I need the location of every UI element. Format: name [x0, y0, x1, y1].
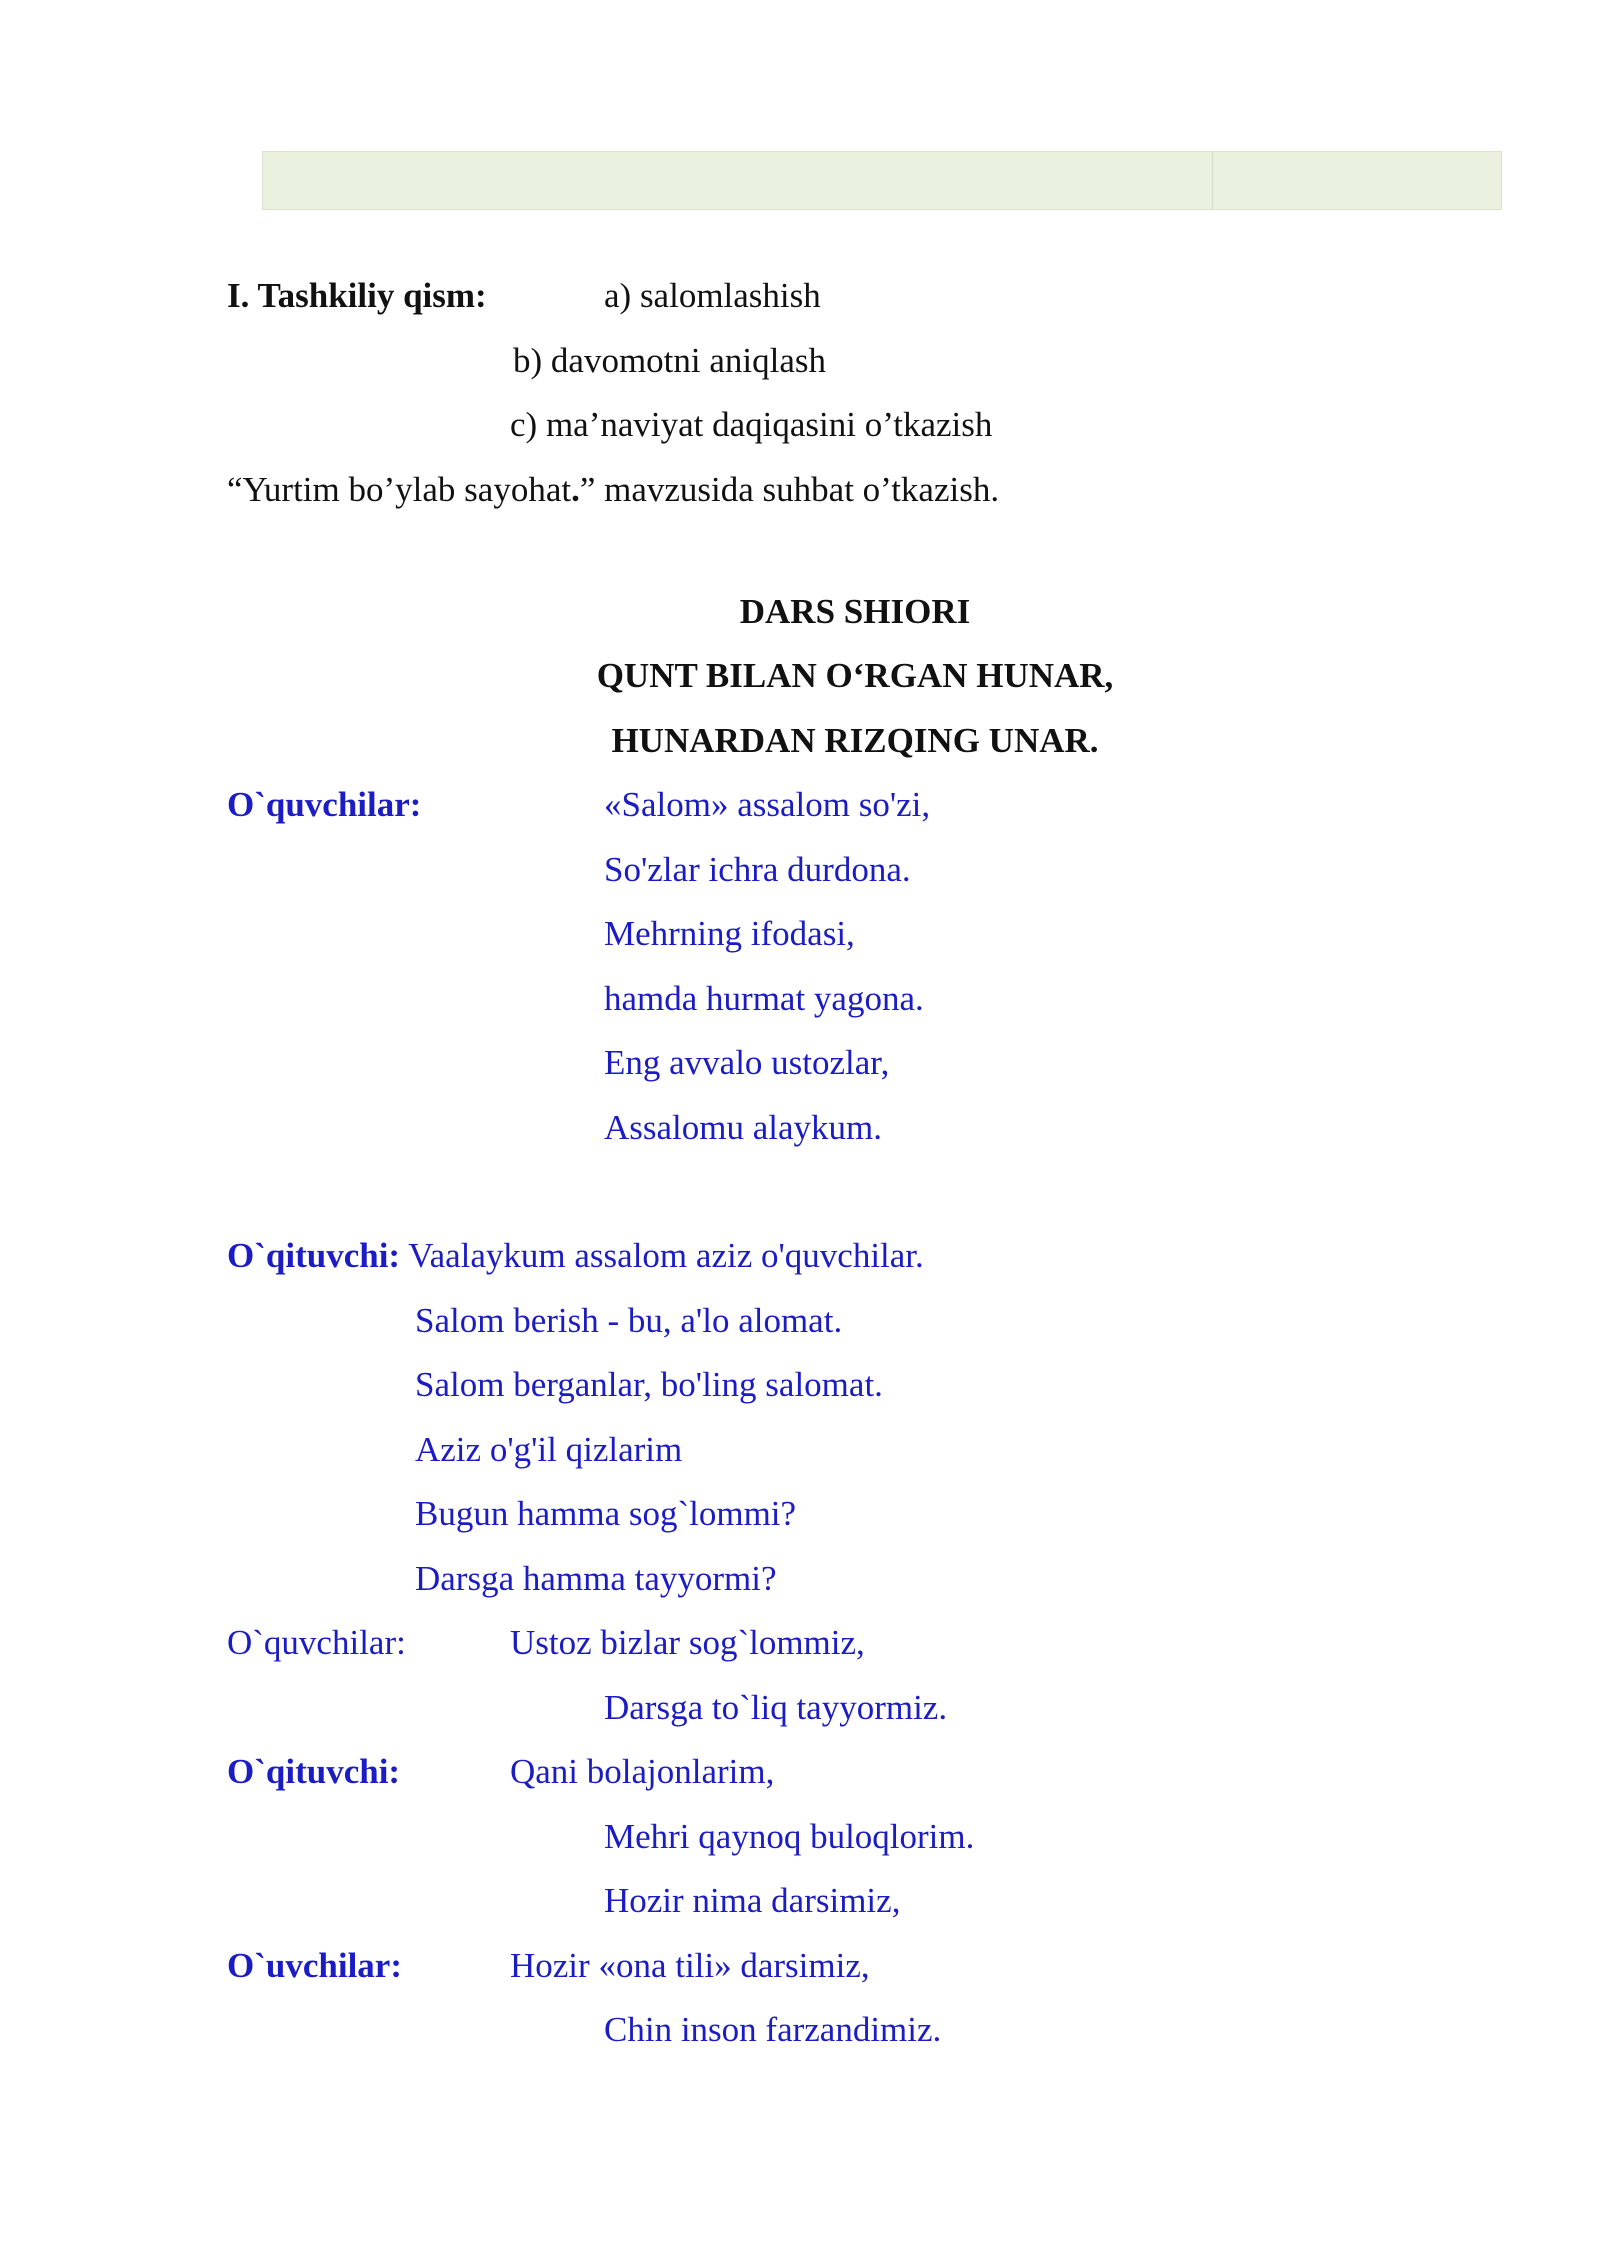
verse-line: Aziz o'g'il qizlarim	[415, 1430, 683, 1469]
speaker-label: O`quvchilar:	[227, 1623, 406, 1662]
verse-line: Hozir nima darsimiz,	[604, 1881, 901, 1920]
speaker-label: O`qituvchi:	[227, 1752, 401, 1791]
dialogue-line	[227, 1234, 924, 1278]
verse-line: Mehrning ifodasi,	[604, 914, 855, 953]
speaker-label: O`quvchilar:	[227, 785, 422, 824]
motto-line: HUNARDAN RIZQING UNAR.	[611, 721, 1099, 760]
topic-note: “Yurtim bo’ylab sayohat.” mavzusida suhbat o’tkazish.	[227, 470, 1000, 509]
verse-line: Bugun hamma sog`lommi?	[415, 1494, 797, 1533]
list-item: a) salomlashish	[604, 276, 821, 315]
verse-line: Hozir «ona tili» darsimiz,	[510, 1946, 870, 1985]
header-table	[262, 151, 1502, 210]
verse-line: Eng avvalo ustozlar,	[604, 1043, 890, 1082]
verse-line: Salom berish - bu, a'lo alomat.	[415, 1301, 843, 1340]
verse-line: Vaalaykum assalom aziz o'quvchilar.	[400, 1236, 924, 1275]
section-heading: I. Tashkiliy qism:	[227, 276, 487, 315]
list-item: c) ma’naviyat daqiqasini o’tkazish	[510, 405, 993, 444]
verse-line: hamda hurmat yagona.	[604, 979, 924, 1018]
speaker-label: O`uvchilar:	[227, 1946, 402, 1985]
verse-line: Darsga to`liq tayyormiz.	[604, 1688, 948, 1727]
verse-line: Assalomu alaykum.	[604, 1108, 883, 1147]
motto-title: DARS SHIORI	[739, 592, 971, 631]
motto-line: QUNT BILAN O‘RGAN HUNAR,	[596, 656, 1114, 695]
verse-line: Qani bolajonlarim,	[510, 1752, 775, 1791]
verse-line: Salom berganlar, bo'ling salomat.	[415, 1365, 883, 1404]
header-cell-main	[263, 152, 1213, 209]
verse-line: So'zlar ichra durdona.	[604, 850, 911, 889]
speaker-label: O`qituvchi:	[227, 1236, 401, 1275]
verse-line: Darsga hamma tayyormi?	[415, 1559, 777, 1598]
list-item: b) davomotni aniqlash	[513, 341, 827, 380]
verse-line: Ustoz bizlar sog`lommiz,	[510, 1623, 865, 1662]
verse-line: «Salom» assalom so'zi,	[604, 785, 931, 824]
verse-line: Mehri qaynoq buloqlorim.	[604, 1817, 975, 1856]
header-cell-side	[1213, 152, 1501, 209]
verse-line: Chin inson farzandimiz.	[604, 2010, 942, 2049]
